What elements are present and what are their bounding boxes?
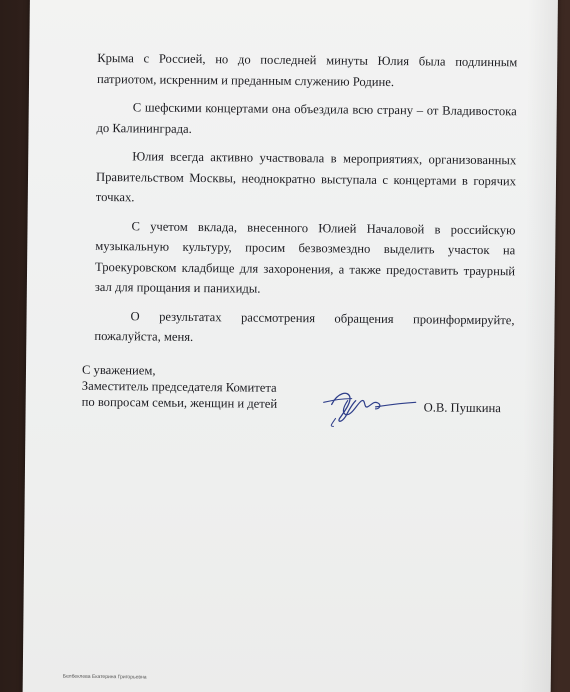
paragraph-3: Юлия всегда активно участвовала в мероприятиях, организованных Правительством Москвы, неоднократно выступала с концертами в горячих точках.: [95, 149, 517, 205]
closing-position-line-1: Заместитель председателя Комитета: [81, 378, 277, 395]
signer-name: О.В. Пушкина: [423, 400, 501, 416]
handwritten-signature: [317, 382, 417, 431]
letter-body: [94, 48, 517, 359]
paragraph-4: С учетом вклада, внесенного Юлией Началовой в российскую музыкальную культуру, просим безвозмездно выделить участок на Троекуровском кладбище для захоронения, а также предоставить траурный зал для прощания и панихиды.: [94, 218, 516, 296]
paragraph-2: С шефскими концертами она объездила всю страну – от Владивостока до Калининграда.: [96, 100, 517, 136]
paragraph-5: О результатах рассмотрения обращения проинформируйте, пожалуйста, меня.: [94, 308, 515, 344]
letter-sheet: [23, 0, 558, 692]
closing-salutation: С уважением,: [81, 362, 156, 378]
paragraph-1: Крыма с Россией, но до последней минуты Юлия была подлинным патриотом, искренним и преданным служению Родине.: [96, 50, 518, 89]
closing-position-line-2: по вопросам семьи, женщин и детей: [81, 394, 278, 411]
executor-note: Белбеклева Екатерина Григорьевна: [62, 673, 147, 681]
